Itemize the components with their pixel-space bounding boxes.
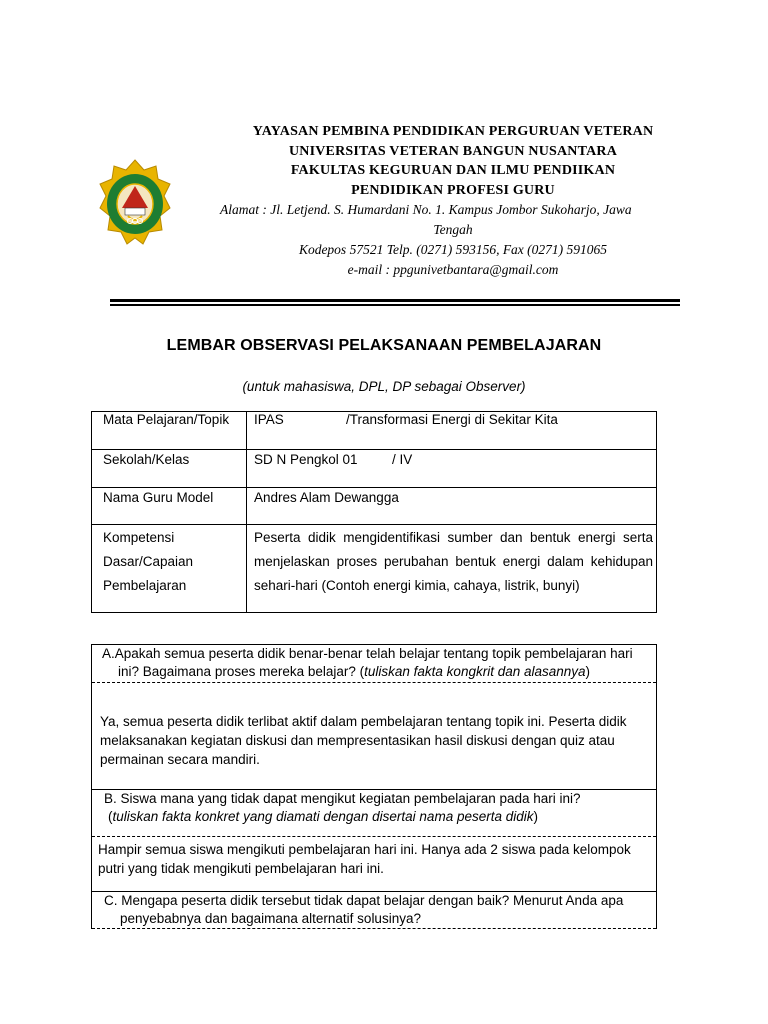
competency-value-line: menjelaskan proses perubahan bentuk energi dalam kehidupan — [254, 554, 653, 569]
institution-line-3: FAKULTAS KEGURUAN DAN ILMU PENDIIKAN — [290, 163, 616, 178]
subject-value: IPAS — [254, 412, 284, 427]
competency-label-line: Kompetensi — [103, 530, 175, 545]
teacher-value: Andres Alam Dewangga — [247, 488, 657, 525]
question-c-line-2: penyebabnya dan bagaimana alternatif solusinya? — [120, 911, 421, 926]
question-a-close: ) — [585, 664, 591, 679]
school-value-cell — [247, 450, 657, 488]
question-b-line-2 — [92, 808, 652, 826]
school-label: Sekolah/Kelas — [92, 450, 247, 488]
answer-a — [100, 712, 652, 769]
answer-b-line: Hampir semua siswa mengikuti pembelajaran hari ini. Hanya ada 2 siswa pada kelompok — [98, 842, 631, 857]
info-table — [91, 411, 657, 613]
question-b-hint: tuliskan fakta konkret yang diamati dengan disertai nama peserta didik — [112, 809, 534, 824]
question-a-line-2 — [92, 663, 652, 681]
university-seal-logo — [98, 158, 172, 254]
institution-line-1: YAYASAN PEMBINA PENDIDIKAN PERGURUAN VETERAN — [252, 124, 654, 139]
table-row — [92, 488, 657, 525]
divider-dashed — [92, 928, 656, 929]
answer-a-line: permainan secara mandiri. — [100, 752, 260, 767]
divider-dashed — [92, 682, 656, 683]
question-b-open: ( — [108, 809, 113, 824]
table-row — [92, 450, 657, 488]
page-subtitle: (untuk mahasiswa, DPL, DP sebagai Observer) — [242, 379, 526, 394]
question-a — [92, 645, 652, 681]
school-value: SD N Pengkol 01 — [254, 452, 358, 467]
table-row — [92, 525, 657, 613]
header-rule-thick — [110, 299, 680, 302]
subject-value-cell — [247, 412, 657, 450]
topic-value: /Transformasi Energi di Sekitar Kita — [346, 412, 558, 427]
page-title: LEMBAR OBSERVASI PELAKSANAAN PEMBELAJARAN — [166, 337, 602, 354]
question-b-close: ) — [533, 809, 538, 824]
address-line-2: Tengah — [433, 222, 473, 237]
header-rule-thin — [110, 304, 680, 306]
class-value: / IV — [392, 452, 413, 467]
contact-line: Kodepos 57521 Telp. (0271) 593156, Fax (0271) 591065 — [298, 242, 608, 257]
subject-label: Mata Pelajaran/Topik — [92, 412, 247, 450]
question-a-line-1: A.Apakah semua peserta didik benar-benar telah belajar tentang topik pembelajaran hari — [102, 646, 633, 661]
letterhead — [218, 122, 688, 280]
answer-b-line: putri yang tidak mengikuti pembelajaran hari ini. — [98, 861, 384, 876]
competency-label-line: Pembelajaran — [103, 578, 187, 593]
address-line-1: Alamat : Jl. Letjend. S. Humardani No. 1. Kampus Jombor Sukoharjo, Jawa — [220, 202, 632, 217]
competency-value-line: Peserta didik mengidentifikasi sumber dan bentuk energi serta — [254, 530, 653, 545]
competency-value-line: sehari-hari (Contoh energi kimia, cahaya, listrik, bunyi) — [254, 578, 580, 593]
answer-a-line: melaksanakan kegiatan diskusi dan mempresentasikan hasil diskusi dengan quiz atau — [100, 733, 615, 748]
competency-value — [247, 525, 657, 613]
table-row — [92, 412, 657, 450]
competency-label-line: Dasar/Capaian — [103, 554, 194, 569]
answer-a-line: Ya, semua peserta didik terlibat aktif dalam pembelajaran tentang topik ini. Peserta didik — [100, 714, 627, 729]
question-c-line-1: C. Mengapa peserta didik tersebut tidak dapat belajar dengan baik? Menurut Anda apa — [104, 893, 624, 908]
institution-line-4: PENDIDIKAN PROFESI GURU — [351, 182, 555, 198]
question-b — [92, 790, 652, 826]
competency-label — [92, 525, 247, 613]
question-a-text: ini? Bagaimana proses mereka belajar? ( — [118, 664, 365, 679]
question-c — [92, 892, 652, 928]
institution-line-2: UNIVERSITAS VETERAN BANGUN NUSANTARA — [288, 143, 618, 159]
answer-b — [98, 840, 650, 878]
question-a-hint: tuliskan fakta kongkrit dan alasannya — [364, 664, 586, 679]
question-b-line-1: B. Siswa mana yang tidak dapat mengikut kegiatan pembelajaran pada hari ini? — [104, 791, 581, 806]
teacher-label: Nama Guru Model — [92, 488, 247, 525]
observation-questions — [91, 644, 657, 929]
divider-dashed — [92, 836, 656, 837]
email-line: e-mail : ppgunivetbantara@gmail.com — [347, 262, 559, 277]
